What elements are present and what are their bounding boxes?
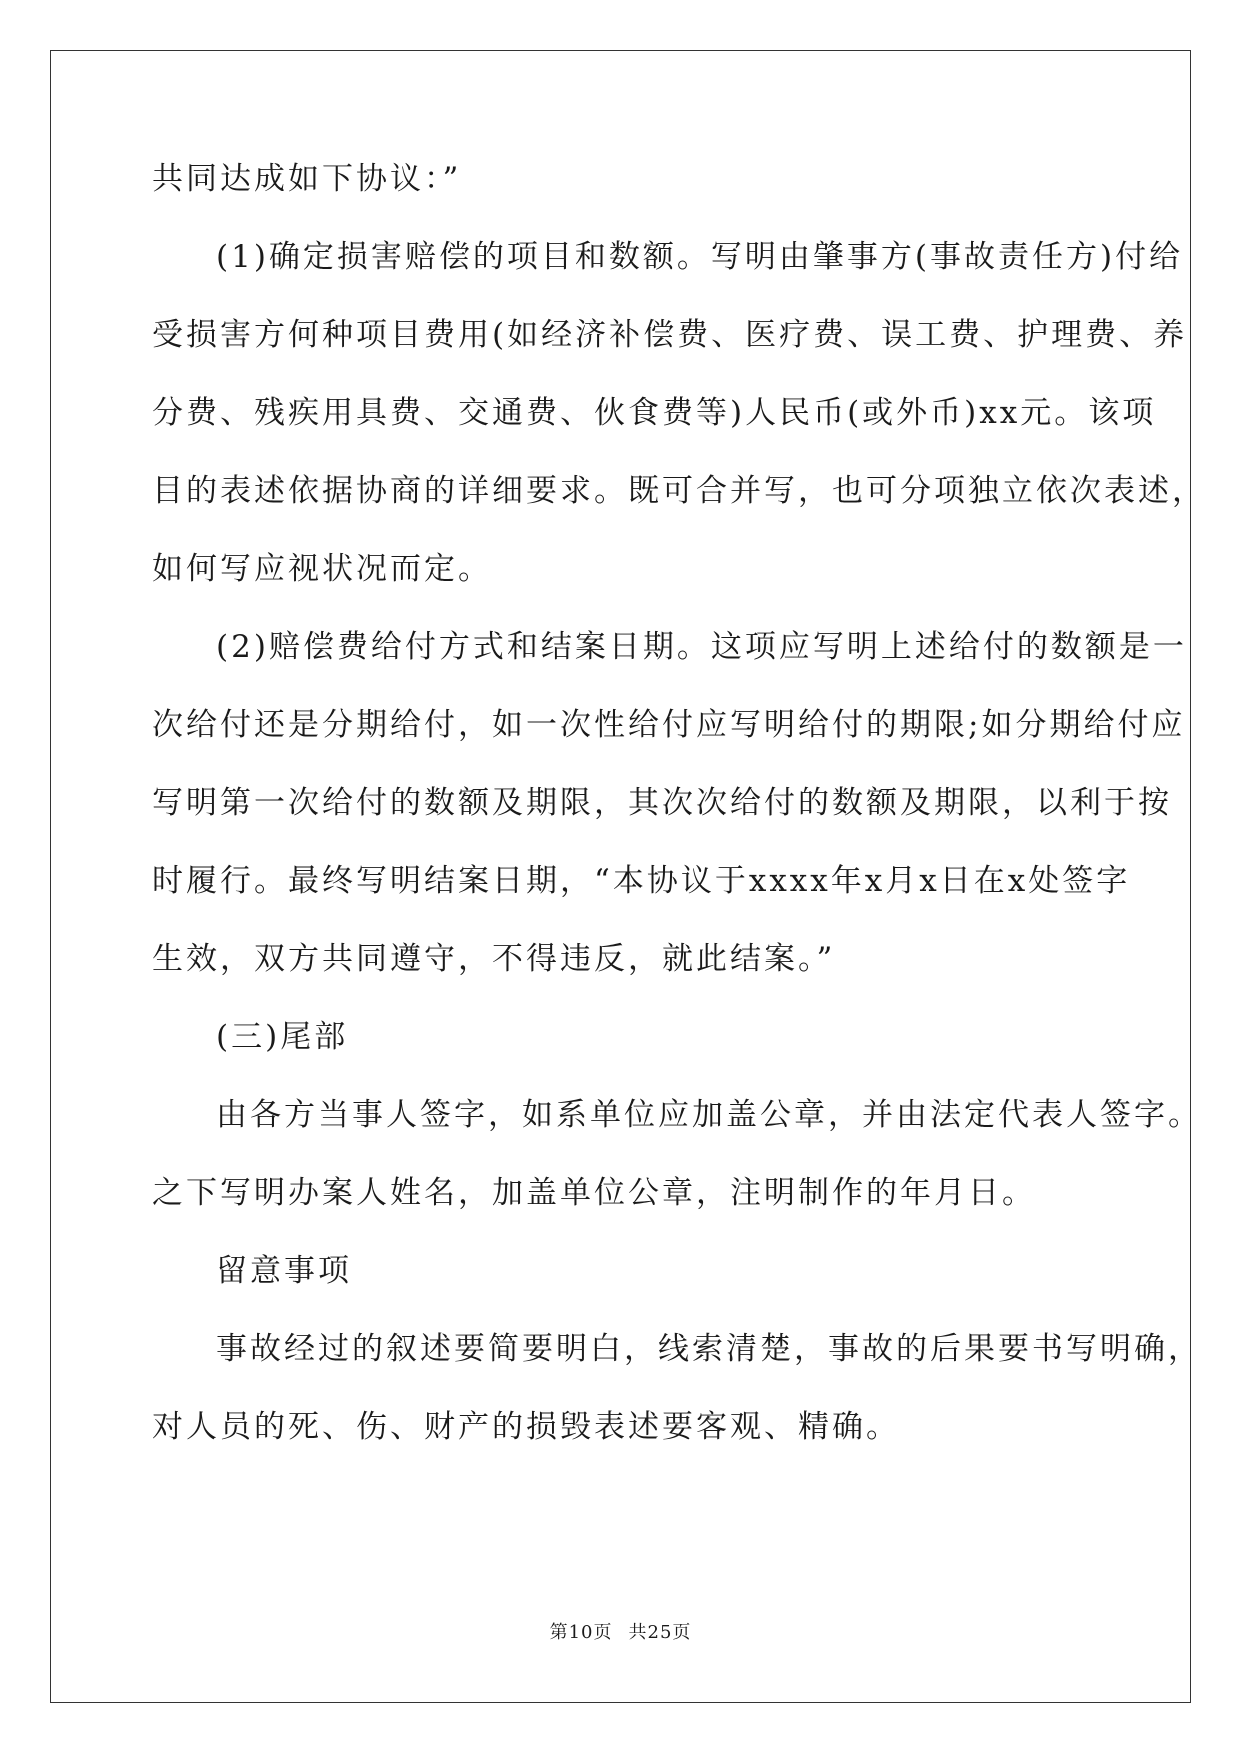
page-total: 共25页 [628,1622,692,1643]
text-line: 生效，双方共同遵守，不得违反，就此结案。” [152,941,836,977]
text-line: 对人员的死、伤、财产的损毁表述要客观、精确。 [152,1409,900,1445]
text-line: 之下写明办案人姓名，加盖单位公章，注明制作的年月日。 [152,1175,1036,1211]
page-footer [0,1618,1241,1644]
text-line: 写明第一次给付的数额及期限，其次次给付的数额及期限，以利于按 [152,785,1172,821]
section-heading: 留意事项 [216,1253,352,1289]
text-line: 分费、残疾用具费、交通费、伙食费等)人民币(或外币)xx元。该项 [152,395,1157,431]
text-line: 次给付还是分期给付，如一次性给付应写明给付的期限;如分期给付应 [152,707,1186,743]
section-heading: (三)尾部 [216,1019,349,1055]
text-line: (1)确定损害赔偿的项目和数额。写明由肇事方(事故责任方)付给 [216,239,1184,275]
text-line: 共同达成如下协议：” [152,161,462,197]
text-line: 时履行。最终写明结案日期，“本协议于xxxx年x月x日在x处签字 [152,863,1131,899]
text-line: 事故经过的叙述要简要明白，线索清楚，事故的后果要书写明确， [216,1331,1202,1367]
text-line: 受损害方何种项目费用(如经济补偿费、医疗费、误工费、护理费、养 [152,317,1188,353]
text-line: 由各方当事人签字，如系单位应加盖公章，并由法定代表人签字。 [216,1097,1202,1133]
page-number: 第10页 [549,1622,613,1643]
text-line: (2)赔偿费给付方式和结案日期。这项应写明上述给付的数额是一 [216,629,1187,665]
text-line: 目的表述依据协商的详细要求。既可合并写，也可分项独立依次表述， [152,473,1206,509]
document-body [152,160,1206,1486]
text-line: 如何写应视状况而定。 [152,551,492,587]
